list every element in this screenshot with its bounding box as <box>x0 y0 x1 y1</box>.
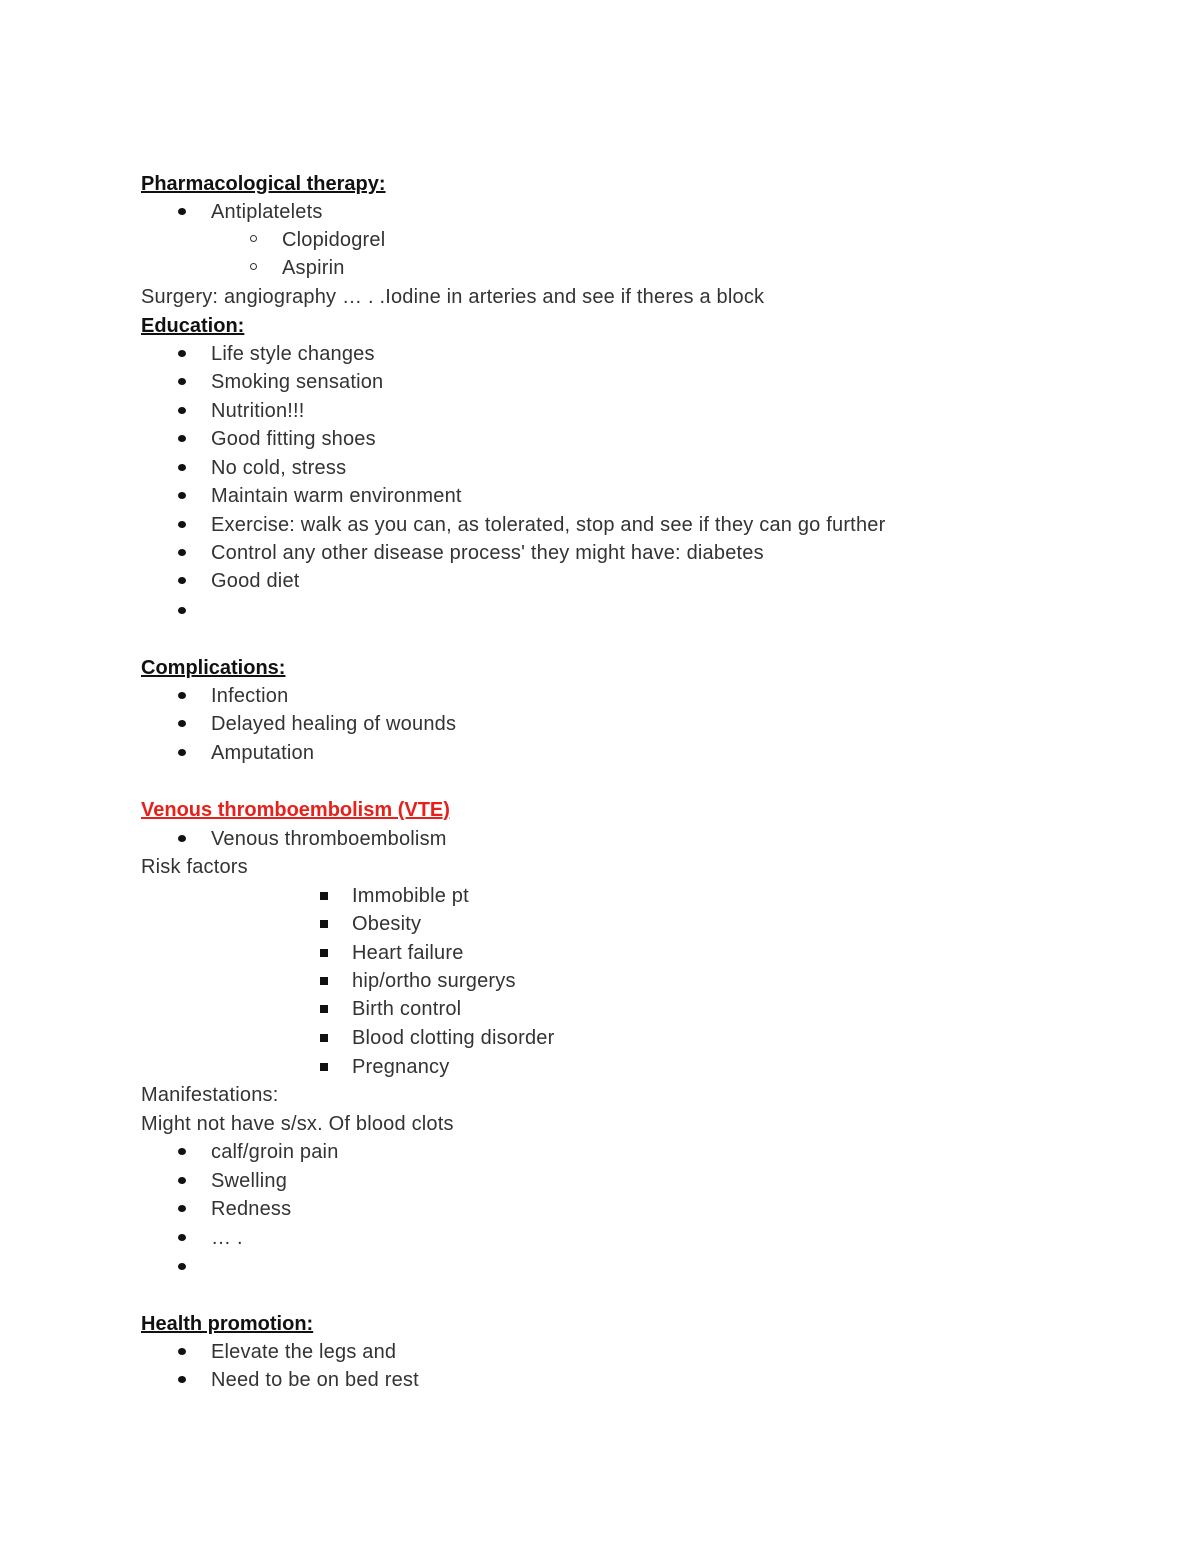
bullet-disc-icon <box>178 407 186 414</box>
bullet-disc-icon <box>178 464 186 471</box>
bullet-square-icon <box>320 1063 328 1071</box>
bullet-disc-icon <box>178 1348 186 1355</box>
list-item-text: Amputation <box>211 742 315 764</box>
list-item-text: Control any other disease process' they might have: diabetes <box>211 542 764 564</box>
bullet-disc-icon <box>178 835 186 842</box>
bullet-disc-icon <box>178 521 186 528</box>
list-item-text: … . <box>211 1227 243 1249</box>
list-item-text: hip/ortho surgerys <box>352 970 516 992</box>
bullet-square-icon <box>320 920 328 928</box>
education-heading: Education: <box>141 315 245 337</box>
bullet-disc-icon <box>178 749 186 756</box>
bullet-square-icon <box>320 949 328 957</box>
bullet-circle-icon <box>250 263 257 270</box>
bullet-disc-icon <box>178 435 186 442</box>
bullet-square-icon <box>320 1005 328 1013</box>
list-item-text: No cold, stress <box>211 457 347 479</box>
bullet-disc-icon <box>178 1263 186 1270</box>
complications-heading: Complications: <box>141 657 286 679</box>
bullet-disc-icon <box>178 1234 186 1241</box>
bullet-disc-icon <box>178 208 186 215</box>
list-item-text: Good diet <box>211 570 300 592</box>
list-item-text: Maintain warm environment <box>211 485 462 507</box>
bullet-disc-icon <box>178 577 186 584</box>
list-item-text: Immobible pt <box>352 885 469 907</box>
bullet-disc-icon <box>178 350 186 357</box>
list-item-text: Infection <box>211 685 289 707</box>
list-item-text: calf/groin pain <box>211 1141 339 1163</box>
vte-heading: Venous thromboembolism (VTE) <box>141 799 450 821</box>
risk-factors-label: Risk factors <box>141 856 248 878</box>
list-item-text: Good fitting shoes <box>211 428 376 450</box>
bullet-disc-icon <box>178 492 186 499</box>
bullet-square-icon <box>320 977 328 985</box>
list-item-text: Venous thromboembolism <box>211 828 447 850</box>
bullet-disc-icon <box>178 720 186 727</box>
manifestations-label: Manifestations: <box>141 1084 279 1106</box>
pharmacological-therapy-heading: Pharmacological therapy: <box>141 173 386 195</box>
list-item-text: Aspirin <box>282 257 345 279</box>
list-item-text: Life style changes <box>211 343 375 365</box>
list-item-text: Antiplatelets <box>211 201 323 223</box>
list-item-text: Clopidogrel <box>282 229 386 251</box>
list-item-text: Obesity <box>352 913 422 935</box>
bullet-disc-icon <box>178 692 186 699</box>
bullet-disc-icon <box>178 549 186 556</box>
list-item-text: Pregnancy <box>352 1056 450 1078</box>
list-item-text: Need to be on bed rest <box>211 1369 419 1391</box>
list-item-text: Blood clotting disorder <box>352 1027 555 1049</box>
list-item-text: Delayed healing of wounds <box>211 713 457 735</box>
list-item-text: Elevate the legs and <box>211 1341 397 1363</box>
list-item-text: Exercise: walk as you can, as tolerated, stop and see if they can go further <box>211 514 886 536</box>
list-item-text: Redness <box>211 1198 292 1220</box>
bullet-square-icon <box>320 1034 328 1042</box>
bullet-disc-icon <box>178 607 186 614</box>
health-promotion-heading: Health promotion: <box>141 1313 314 1335</box>
bullet-disc-icon <box>178 1177 186 1184</box>
bullet-disc-icon <box>178 378 186 385</box>
bullet-circle-icon <box>250 235 257 242</box>
list-item-text: Smoking sensation <box>211 371 384 393</box>
bullet-disc-icon <box>178 1205 186 1212</box>
bullet-disc-icon <box>178 1376 186 1383</box>
manifestations-note: Might not have s/sx. Of blood clots <box>141 1113 454 1135</box>
list-item-text: Swelling <box>211 1170 288 1192</box>
list-item-text: Nutrition!!! <box>211 400 305 422</box>
bullet-disc-icon <box>178 1148 186 1155</box>
list-item-text: Heart failure <box>352 942 464 964</box>
surgery-line: Surgery: angiography … . .Iodine in arteries and see if theres a block <box>141 286 765 308</box>
bullet-square-icon <box>320 892 328 900</box>
list-item-text: Birth control <box>352 998 462 1020</box>
